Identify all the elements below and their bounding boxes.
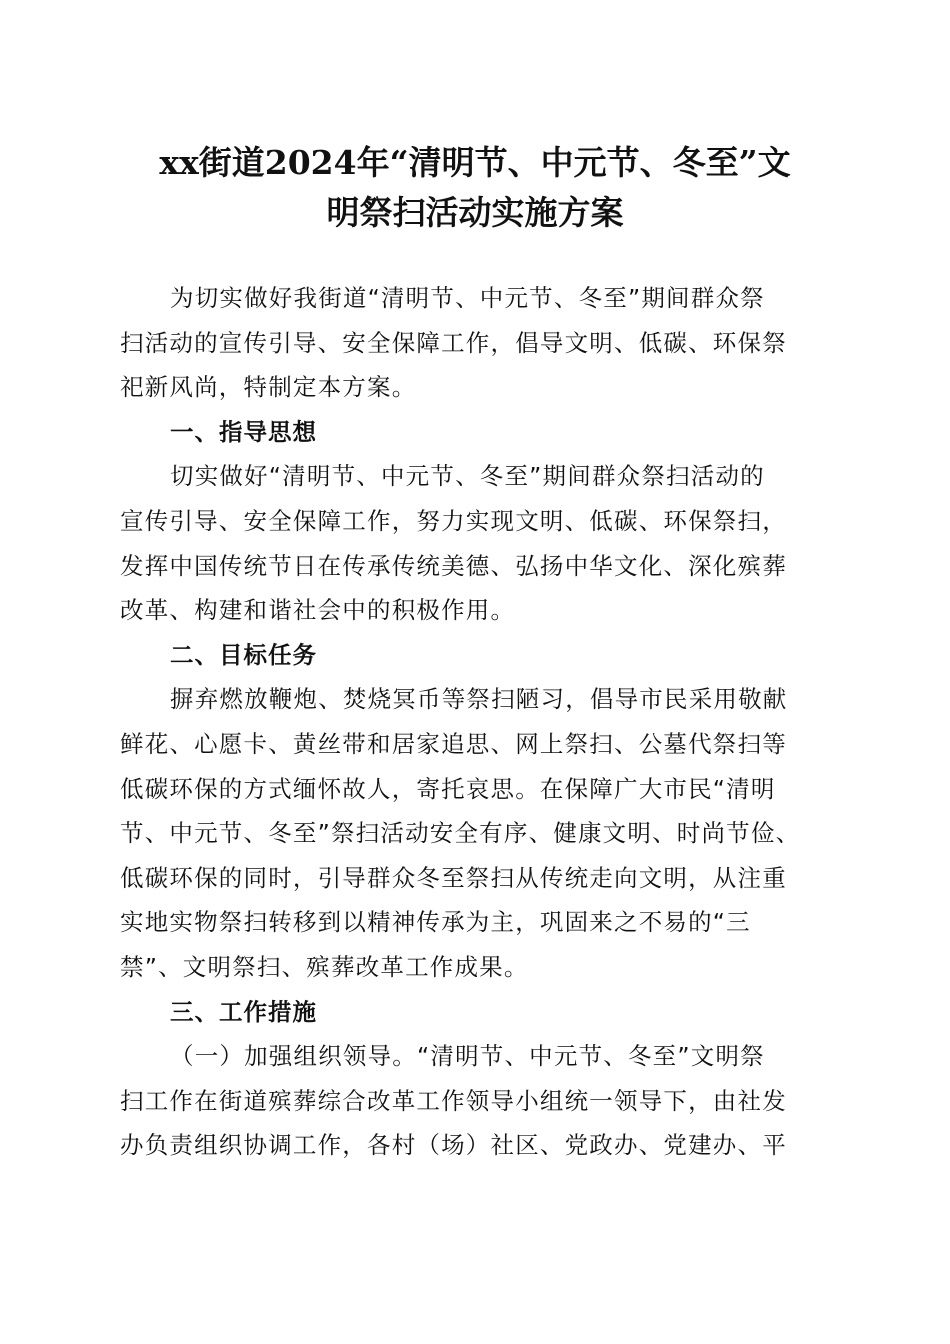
body-line: 低碳环保的方式缅怀故人，寄托哀思。在保障广大市民“清明	[120, 774, 776, 803]
document-body	[120, 276, 840, 1168]
body-line: 实地实物祭扫转移到以精神传承为主，巩固来之不易的“三	[120, 908, 751, 937]
body-line: 发挥中国传统节日在传承传统美德、弘扬中华文化、深化殡葬	[120, 551, 787, 580]
body-line: 扫活动的宣传引导、安全保障工作，倡导文明、低碳、环保祭	[120, 328, 787, 357]
body-line: 宣传引导、安全保障工作，努力实现文明、低碳、环保祭扫，	[120, 506, 787, 535]
body-line: 节、中元节、冬至”祭扫活动安全有序、健康文明、时尚节俭、	[120, 819, 801, 848]
body-line: 低碳环保的同时，引导群众冬至祭扫从传统走向文明，从注重	[120, 863, 787, 892]
body-line: 办负责组织协调工作，各村（场）社区、党政办、党建办、平	[120, 1131, 787, 1160]
section-heading: 三、工作措施	[170, 997, 317, 1026]
body-line: 禁”、文明祭扫、殡葬改革工作成果。	[120, 952, 529, 981]
body-line: 为切实做好我街道“清明节、中元节、冬至”期间群众祭	[170, 284, 765, 312]
body-line: 鲜花、心愿卡、黄丝带和居家追思、网上祭扫、公墓代祭扫等	[120, 729, 787, 758]
body-line: 改革、构建和谐社会中的积极作用。	[120, 596, 516, 625]
section-heading: 二、目标任务	[170, 640, 317, 669]
title-line: xx街道2024年“清明节、中元节、冬至”文	[159, 143, 791, 182]
body-line: 切实做好“清明节、中元节、冬至”期间群众祭扫活动的	[170, 462, 765, 491]
document-title	[90, 138, 860, 238]
body-line: （一）加强组织领导。“清明节、中元节、冬至”文明祭	[170, 1042, 765, 1071]
body-line: 摒弃燃放鞭炮、焚烧冥币等祭扫陋习，倡导市民采用敬献	[170, 685, 788, 714]
body-line: 祀新风尚，特制定本方案。	[120, 373, 417, 402]
section-heading: 一、指导思想	[170, 417, 317, 446]
title-line: 明祭扫活动实施方案	[326, 193, 624, 232]
body-line: 扫工作在街道殡葬综合改革工作领导小组统一领导下，由社发	[120, 1086, 787, 1115]
